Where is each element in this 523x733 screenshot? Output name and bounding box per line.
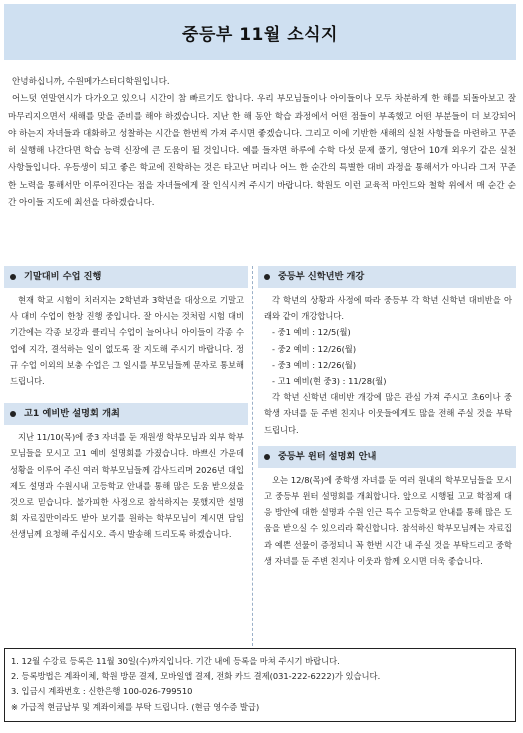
winter-body: 오는 12/8(목)에 중학생 자녀를 둔 여러 원내의 학부모님들을 모시고 중등부 윈터 설명회를 개최합니다. 앞으로 시행될 고교 학점제 대응 방안에 대한 설명과 수원 인근 특수 고등학교 안내를 통해 많은 도움을 받으실 수 있으리라 확신합니다. 참석하신 학부모님께는 자료집과 예쁜 선물이 증정되니 꼭 한번 시간 내 주실 것을 부탁드리고 중학생 자녀를 둔 주변 친지나 이웃과 함께 오시면 더욱 좋습니다.: [264, 474, 512, 566]
left-column: [4, 266, 248, 543]
exam-prep-body: 현재 학교 시험이 치러지는 2학년과 3학년을 대상으로 기말고사 대비 수업이 한창 진행 중입니다. 잘 아시는 것처럼 시험 대비 기간에는 각종 보강과 클리닉 수업이 늘어나니 아이들이 각종 수업에 지각, 결석하는 일이 없도록 잘 지도해 주시기 바랍니다. 정규 수업 이외의 보충 수업은 그 일시를 부모님들께 문자로 통보해 드립니다.: [10, 295, 244, 387]
column-divider: [252, 266, 253, 646]
new-classes-outro: 각 학년 신학년 대비반 개강에 많은 관심 가져 주시고 초6이나 중학생 자녀를 둔 주변 친지나 이웃들에게도 많을 전해 주실 것을 부탁드립니다.: [264, 392, 512, 435]
intro-section: [8, 74, 516, 212]
winter-heading-text: 중등부 윈터 설명회 안내: [278, 450, 377, 462]
greeting-text: 안녕하십니까, 수원메가스터디학원입니다.: [12, 77, 170, 87]
page-title: 중등부 11월 소식지: [182, 24, 338, 45]
notice-line: 2. 등록방법은 계좌이체, 학원 방문 결제, 모바일앱 결제, 전화 카드 결제(031-222-6222)가 있습니다.: [11, 671, 381, 682]
intro-body-text: 어느덧 연말연시가 다가오고 있으니 시간이 참 빠르기도 합니다. 우리 부모님들이나 아이들이나 모두 차분하게 한 해를 되돌아보고 잘 마무리지으면서 새해를 맞을 준비를 해야 하겠습니다. 지난 한 해 동안 학습 과정에서 어떤 점들이 부족했고 어떤 부분들이 더 보강되어야 하는지 자녀들과 대화하고 성찰하는 시간을 한번씩 가져 주시면 좋겠습니다. 그리고 이에 기반한 새해의 실천 사항들을 마련하고 꾸준히 실행해 나간다면 학습 능력 신장에 큰 도움이 될 것입니다. 예를 들자면 하루에 수학 다섯 문제 풀기, 영단어 10개 외우기 같은 실천 사항들입니다. 우등생이 되고 좋은 학교에 진학하는 것은 타고난 머리나 어느 한 순간의 특별한 대비 과정을 통해서가 아니라 그저 꾸준한 노력을 통해서만 이루어진다는 점을 자녀들에게 잘 인식시켜 주시기 바랍니다. 학원도 이런 교육적 마인드와 철학 위에서 매 순간 순간 아이들 지도에 최선을 다하겠습니다.: [8, 94, 516, 209]
list-item: - 중2 예비 : 12/26(월): [272, 343, 357, 354]
bullet-icon: [264, 454, 270, 460]
briefing-body: 지난 11/10(목)에 중3 자녀를 둔 재원생 학부모님과 외부 학부모님들을 모시고 고1 예비 설명회를 가졌습니다. 바쁘신 가운데 성황을 이루어 주신 여러 학부모님들께 감사드리며 2026년 대입제도 설명과 수원시내 고등학교 안내를 통해 많은 도움 받으셨을 것으로 믿습니다. 불가피한 사정으로 참석하지는 못했지만 설명회 자료집만이라도 받아 보기를 원하는 학부모님이 계시면 담임 선생님께 요청해 주십시오. 즉시 발송해 드리도록 하겠습니다.: [10, 432, 244, 540]
bullet-icon: [264, 274, 270, 280]
notice-line: 1. 12월 수강료 등록은 11월 30일(수)까지입니다. 기간 내에 등록을 마쳐 주시기 바랍니다.: [11, 656, 340, 666]
new-classes-list: [258, 324, 516, 389]
list-item: - 중3 예비 : 12/26(월): [272, 359, 357, 370]
new-classes-heading: [258, 266, 516, 288]
briefing-heading: [4, 403, 248, 425]
right-column: [258, 266, 516, 569]
new-classes-heading-text: 중등부 신학년반 개강: [278, 270, 365, 282]
title-bar: [4, 4, 516, 60]
new-classes-intro: 각 학년의 상황과 사정에 따라 중등부 각 학년 신학년 대비반을 아래와 같이 개강합니다.: [264, 295, 512, 322]
winter-heading: [258, 446, 516, 468]
bullet-icon: [10, 274, 16, 280]
list-item: - 중1 예비 : 12/5(월): [272, 327, 351, 338]
bullet-icon: [10, 411, 16, 417]
notice-line: 3. 입금시 계좌번호 : 신한은행 100-026-799510: [11, 686, 193, 697]
list-item: - 고1 예비(현 중3) : 11/28(월): [272, 376, 387, 387]
exam-prep-heading: [4, 266, 248, 288]
notice-box: [4, 648, 516, 722]
notice-line: ※ 가급적 현금납부 및 계좌이체를 부탁 드립니다. (현금 영수증 발급): [11, 701, 260, 712]
exam-prep-heading-text: 기말대비 수업 진행: [24, 270, 102, 282]
briefing-heading-text: 고1 예비반 설명회 개최: [24, 408, 120, 420]
